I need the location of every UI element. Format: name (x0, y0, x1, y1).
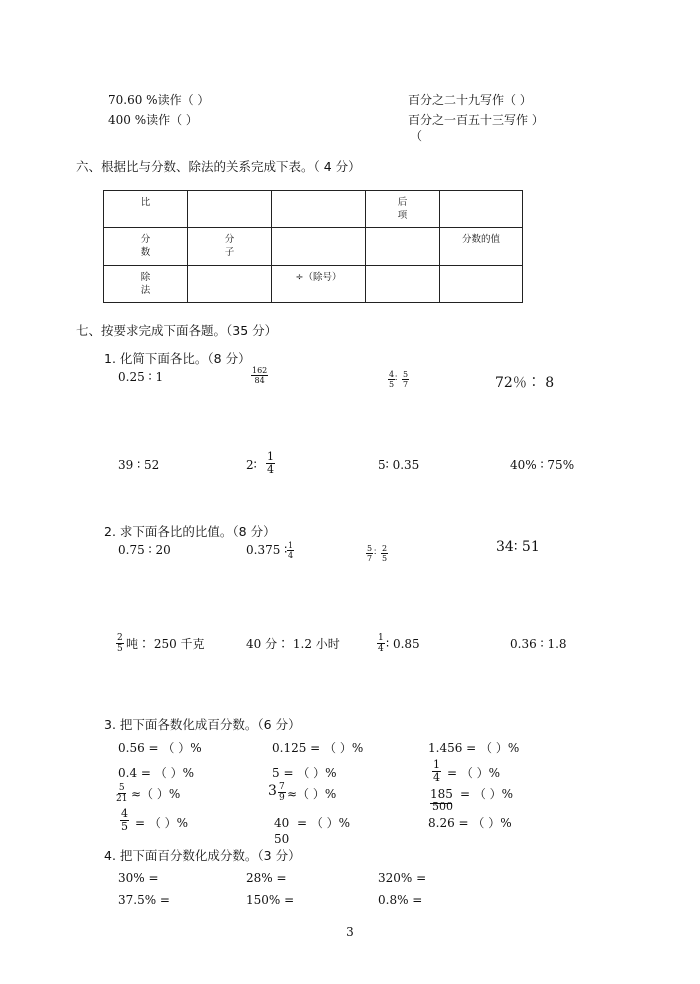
q1-item-6-prefix: 2∶ (246, 458, 257, 472)
q3-item-9-denominator: 500 (432, 800, 453, 813)
q3-item-1: 0.56 = （ ）% (118, 741, 202, 755)
q2-item-7-fraction: $\frac{1}{4}$ (378, 633, 384, 654)
page-number: 3 (346, 925, 354, 939)
q4-item-3: 320% = (378, 871, 427, 885)
q1-item-3-fraction-b: $\frac{5}{7}$ (403, 370, 409, 389)
q2-item-7-text: ∶ 0.85 (386, 637, 420, 651)
cell-blank (188, 266, 272, 303)
q4-title: 4. 把下面百分数化成分数。（3 分） (104, 848, 301, 863)
q1-item-3-colon: ∶ (395, 374, 398, 384)
q3-item-7-fraction: $\frac{5}{21}$ (116, 783, 128, 804)
read-item-70-60: 70.60 %读作（ ） (108, 93, 210, 107)
cell-ratio-label: 比 (104, 191, 188, 228)
section-7-title: 七、按要求完成下面各题。（35 分） (76, 323, 278, 338)
q3-item-5: 5 = （ ）% (272, 766, 337, 780)
q1-item-4: 72％∶ 8 (495, 375, 555, 391)
q2-item-3-fraction-b: $\frac{2}{5}$ (382, 544, 388, 563)
cell-division-label: 除 法 (104, 266, 188, 303)
q2-item-1: 0.75 ∶ 20 (118, 543, 171, 557)
q4-item-5: 150% = (246, 893, 295, 907)
cell-numerator-label: 分 子 (188, 228, 272, 266)
q3-item-10-fraction: $\frac{4}{5}$ (121, 807, 128, 833)
write-item-153-bracket: （ (410, 129, 423, 143)
q2-item-6: 40 分∶ 1.2 小时 (246, 637, 340, 651)
q4-item-2: 28% = (246, 871, 287, 885)
q2-item-5-text: 吨∶ 250 千克 (126, 637, 205, 651)
q2-item-8: 0.36 ∶ 1.8 (510, 637, 567, 651)
q3-item-8-whole: 3 (268, 783, 277, 799)
q1-item-3-fraction-a: $\frac{4}{5}$ (389, 370, 395, 389)
q3-item-11-text: = （ ）% (297, 816, 351, 830)
cell-blank (188, 191, 272, 228)
q3-item-3: 1.456 = （ ）% (428, 741, 520, 755)
q3-item-4: 0.4 = （ ）% (118, 766, 194, 780)
q3-title: 3. 把下面各数化成百分数。（6 分） (104, 717, 301, 732)
q3-item-10-text: = （ ）% (135, 816, 189, 830)
q1-item-8: 40% ∶ 75% (510, 458, 575, 472)
q4-item-4: 37.5% = (118, 893, 170, 907)
q4-item-6: 0.8% = (378, 893, 423, 907)
write-item-29: 百分之二十九写作（ ） (408, 93, 532, 107)
q3-item-6-fraction: $\frac{1}{4}$ (433, 758, 440, 784)
cell-division-sign-label: ÷（除号） (272, 266, 366, 303)
q3-item-2: 0.125 = （ ）% (272, 741, 364, 755)
q3-item-11-numerator: 40 (274, 816, 290, 830)
cell-blank (366, 228, 440, 266)
cell-blank (272, 228, 366, 266)
q1-item-2-fraction: $\frac{162}{84}$ (252, 366, 268, 385)
q1-title: 1. 化简下面各比。（8 分） (104, 351, 251, 366)
q1-item-5: 39 ∶ 52 (118, 458, 160, 472)
q1-item-1: 0.25 ∶ 1 (118, 370, 164, 384)
cell-fraction-value-label: 分数的值 (440, 228, 523, 266)
cell-blank (440, 266, 523, 303)
read-item-400: 400 %读作（ ） (108, 113, 198, 127)
q2-title: 2. 求下面各比的比值。（8 分） (104, 524, 276, 539)
q3-item-6-text: = （ ）% (447, 766, 501, 780)
q1-item-6-fraction: $\frac{1}{4}$ (267, 450, 274, 476)
q2-item-5-fraction: $\frac{2}{5}$ (117, 633, 123, 654)
ratio-fraction-division-table (103, 190, 523, 303)
q3-item-9-numerator: 185 (430, 787, 453, 801)
cell-blank (272, 191, 366, 228)
cell-blank (440, 191, 523, 228)
q2-item-3-colon: ∶ (374, 548, 377, 558)
cell-consequent-label: 后 项 (366, 191, 440, 228)
q2-item-2-prefix: 0.375 ∶ (246, 543, 288, 557)
q3-item-8-fraction: $\frac{7}{9}$ (279, 782, 285, 803)
q3-item-12: 8.26 = （ ）% (428, 816, 512, 830)
q2-item-4: 34∶ 51 (496, 539, 540, 555)
cell-fraction-label: 分 数 (104, 228, 188, 266)
q3-item-11-denominator: 50 (274, 832, 290, 846)
cell-blank (366, 266, 440, 303)
q3-item-9-text: = （ ）% (460, 787, 514, 801)
q1-item-7: 5∶ 0.35 (378, 458, 420, 472)
q3-item-8-text: ≈（ ）% (287, 787, 337, 801)
q3-item-7-text: ≈（ ）% (131, 787, 181, 801)
q4-item-1: 30% = (118, 871, 159, 885)
write-item-153: 百分之一百五十三写作 ） (408, 113, 544, 127)
section-6-title: 六、根据比与分数、除法的关系完成下表。（ 4 分） (76, 159, 361, 174)
q2-item-2-fraction: $\frac{1}{4}$ (288, 541, 294, 560)
q2-item-3-fraction-a: $\frac{5}{7}$ (367, 544, 373, 563)
